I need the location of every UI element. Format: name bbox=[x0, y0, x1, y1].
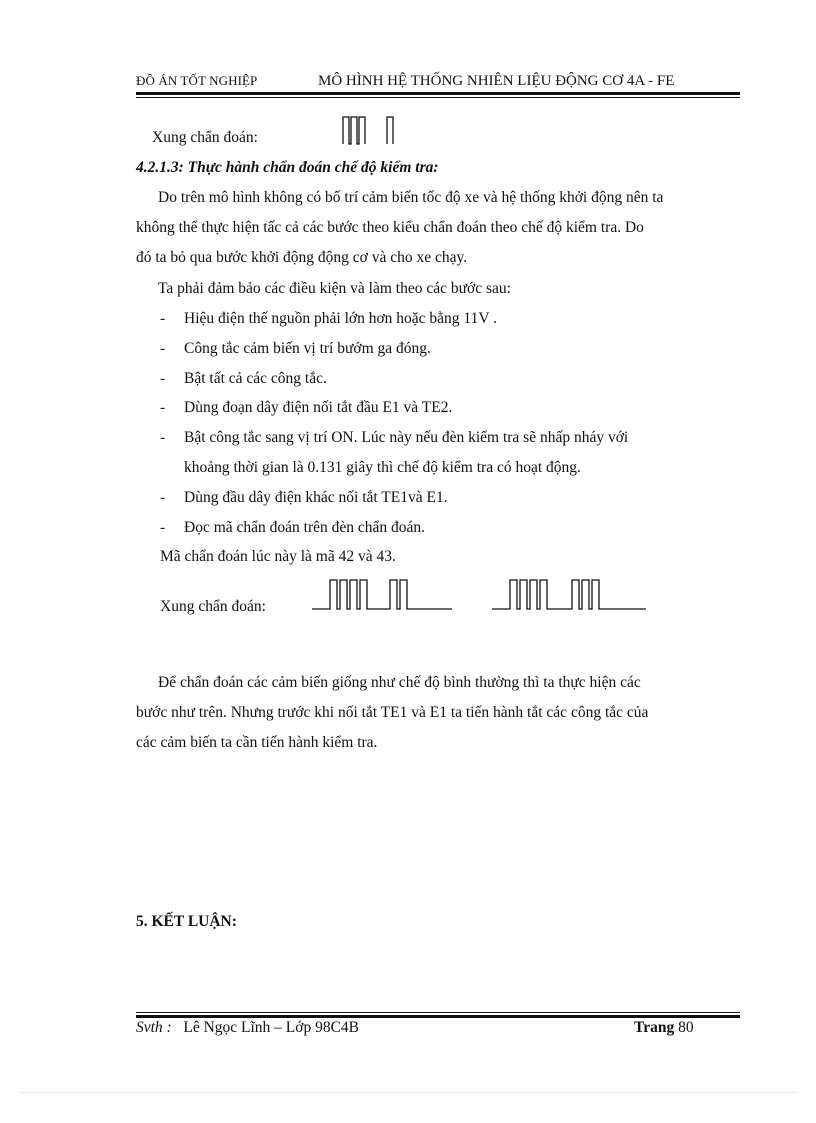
footer-rule-thin bbox=[136, 1012, 740, 1013]
paragraph-3-line-1: Để chẩn đoán các cảm biến giống như chế độ bình thường thì ta thực hiện các bbox=[158, 674, 641, 691]
paragraph-2: Ta phải đảm bảo các điều kiện và làm theo các bước sau: bbox=[158, 280, 511, 297]
list-item-5: Bật công tắc sang vị trí ON. Lúc này nếu đèn kiểm tra sẽ nhấp nháy với bbox=[184, 429, 629, 446]
pulse-1-wave-b bbox=[387, 117, 393, 144]
pulse-diagram-2 bbox=[310, 575, 655, 615]
footer-author bbox=[136, 1019, 359, 1037]
footer-author-name: Lê Ngọc Lĩnh – Lớp 98C4B bbox=[183, 1019, 360, 1036]
footer-svth-label: Svth : bbox=[136, 1019, 172, 1036]
footer-rule-thick bbox=[136, 1015, 740, 1018]
list-item-7: Đọc mã chẩn đoán trên đèn chẩn đoán. bbox=[184, 519, 426, 536]
paragraph-1-line-2: không thể thực hiện tấc cả các bước theo kiểu chẩn đoán theo chế độ kiểm tra. Do bbox=[136, 219, 644, 236]
pulse-label-1: Xung chẩn đoán: bbox=[152, 129, 258, 146]
pulse-code-43 bbox=[492, 580, 646, 609]
list-item-1: Hiệu điện thế nguồn phải lớn hơn hoặc bằng 11V . bbox=[184, 310, 497, 327]
footer-page-label: Trang bbox=[634, 1019, 675, 1036]
list-dash: - bbox=[160, 489, 166, 506]
list-dash: - bbox=[160, 310, 166, 327]
pulse-1-wave-a bbox=[343, 117, 365, 144]
list-item-3: Bật tất cả các công tắc. bbox=[184, 370, 327, 387]
header-rule-thin bbox=[136, 97, 740, 98]
list-dash: - bbox=[160, 340, 166, 357]
footer-page-number: 80 bbox=[678, 1019, 694, 1036]
footer-page bbox=[634, 1019, 694, 1037]
conclusion-heading: 5. KẾT LUẬN: bbox=[136, 913, 237, 930]
list-item-4: Dùng đoạn dây điện nối tắt đầu E1 và TE2. bbox=[184, 399, 453, 416]
code-line: Mã chẩn đoán lúc này là mã 42 và 43. bbox=[160, 548, 396, 565]
paragraph-1-line-1: Do trên mô hình không có bố trí cảm biến tốc độ xe và hệ thống khởi động nên ta bbox=[158, 189, 664, 206]
header-right-title: MÔ HÌNH HỆ THỐNG NHIÊN LIỆU ĐỘNG CƠ 4A - FE bbox=[318, 73, 675, 89]
paragraph-3-line-3: các cảm biến ta cần tiến hành kiểm tra. bbox=[136, 734, 378, 751]
list-dash: - bbox=[160, 370, 166, 387]
paragraph-1-line-3: đó ta bỏ qua bước khởi động động cơ và cho xe chạy. bbox=[136, 249, 468, 266]
paragraph-3-line-2: bước như trên. Nhưng trước khi nối tắt TE1 và E1 ta tiến hành tắt các công tắc của bbox=[136, 704, 649, 721]
pulse-diagram-1 bbox=[340, 114, 400, 146]
list-dash: - bbox=[160, 519, 166, 536]
header-left-title: ĐỒ ÁN TỐT NGHIỆP bbox=[136, 73, 258, 88]
list-dash: - bbox=[160, 399, 166, 416]
list-item-2: Công tắc cảm biến vị trí bướm ga đóng. bbox=[184, 340, 431, 357]
pulse-label-2: Xung chẩn đoán: bbox=[160, 598, 266, 615]
list-item-6: Dùng đầu dây điện khác nối tắt TE1và E1. bbox=[184, 489, 448, 506]
page-bottom-dotted-border bbox=[20, 1092, 796, 1093]
pulse-code-42 bbox=[312, 580, 452, 609]
list-item-5-continued: khoảng thời gian là 0.131 giây thì chế độ kiểm tra có hoạt động. bbox=[184, 459, 581, 476]
list-dash: - bbox=[160, 429, 166, 446]
header-rule-thick bbox=[136, 92, 740, 95]
section-heading: 4.2.1.3: Thực hành chẩn đoán chế độ kiểm tra: bbox=[136, 159, 439, 176]
